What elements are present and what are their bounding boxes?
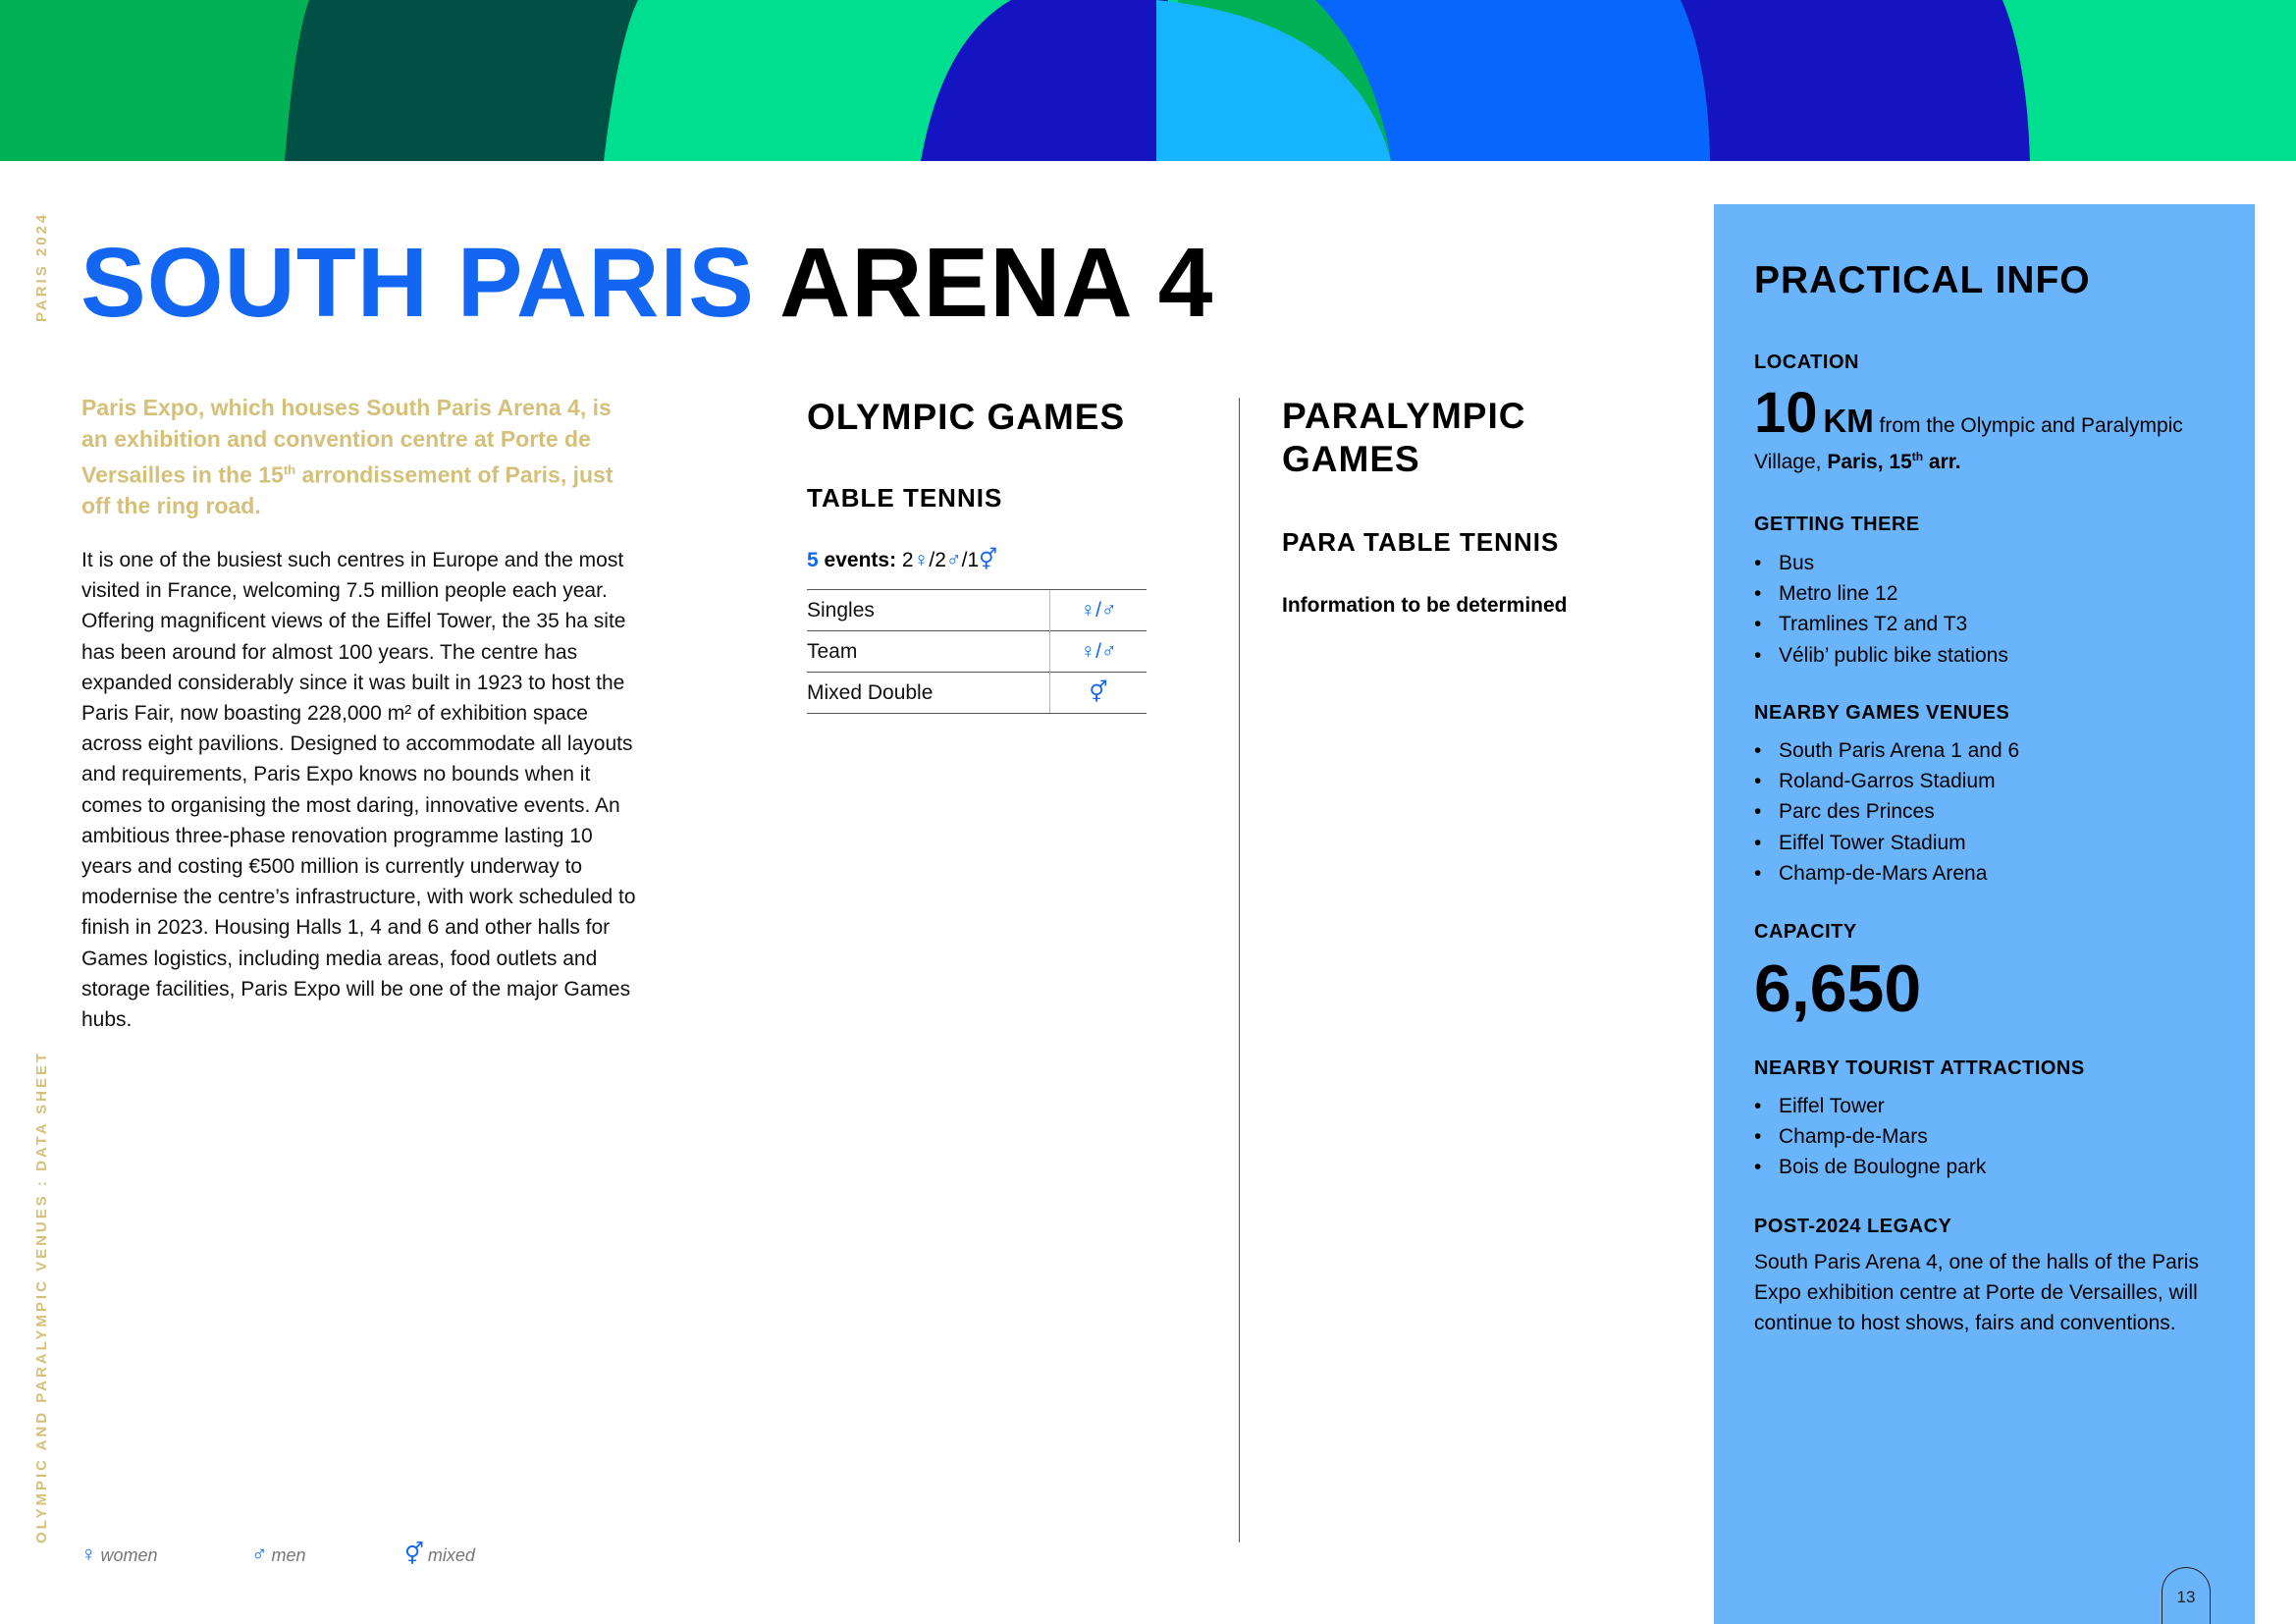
body-paragraph: It is one of the busiest such centres in Europe and the most visited in France, welcoming 7.5 million people each year. Offering magnificent views of the Eiffel Tower, the 35 ha site has been around for almost 100 years. The centre has expanded considerably since it was built in 1923 to host the Paris Fair, now boasting 228,000 m² of exhibition space across eight pavilions. Designed to accommodate all layouts and requirements, Paris Expo knows no bounds when it comes to organising the most daring, innovative events. An ambitious three-phase renovation programme lasting 10 years and costing €500 million is currently underway to modernise the centre’s infrastructure, with work scheduled to finish in 2023. Housing Halls 1, 4 and 6 and other halls for Games logistics, including media areas, food outlets and storage facilities, Paris Expo will be one of the major Games hubs. [81, 549, 636, 1032]
event-name: Team [807, 631, 1050, 673]
list-item: • Champ-de-Mars Arena [1754, 858, 2019, 889]
getting-there-list [1754, 548, 2008, 671]
paralympic-games-heading: PARALYMPIC GAMES [1282, 396, 1526, 479]
events-count: 5 [807, 549, 819, 571]
legend-mixed-label: mixed [427, 1545, 475, 1565]
list-item: • Roland-Garros Stadium [1754, 766, 2019, 796]
list-item: • Metro line 12 [1754, 578, 2008, 609]
list-item: • Eiffel Tower [1754, 1091, 1986, 1121]
header-banner [0, 0, 2296, 161]
location-heading: LOCATION [1754, 352, 1859, 373]
women-icon: ♀ [913, 549, 930, 571]
events-summary: 5 events: 2♀/2♂/1⚥ [807, 549, 998, 571]
side-text-year: PARIS 2024 [33, 211, 50, 322]
district-sup: th [1911, 450, 1924, 463]
legend-men [251, 1542, 306, 1567]
district [1827, 451, 1960, 473]
events-table [807, 589, 1147, 714]
olympic-games-heading: OLYMPIC GAMES [807, 397, 1126, 437]
paralympic-sport-heading: PARA TABLE TENNIS [1282, 527, 1560, 557]
page-number: 13 [2162, 1567, 2211, 1624]
legend-mixed [404, 1542, 475, 1567]
distance-unit: KM [1823, 403, 1874, 439]
list-item: • Tramlines T2 and T3 [1754, 609, 2008, 639]
legend-women-label: women [100, 1545, 158, 1565]
legend-men-label: men [271, 1545, 306, 1565]
legacy-text: South Paris Arena 4, one of the halls of the Paris Expo exhibition centre at Porte de Versailles, will continue to host shows, fairs and conventions. [1754, 1251, 2199, 1335]
event-gender-icon: ♀/♂ [1050, 590, 1148, 631]
list-item: • Bois de Boulogne park [1754, 1152, 1986, 1182]
list-item: • Vélib’ public bike stations [1754, 640, 2008, 671]
mixed-icon: ⚥ [404, 1542, 424, 1566]
lead-sup: th [283, 462, 296, 477]
event-name: Mixed Double [807, 673, 1050, 714]
nearby-venues-heading: NEARBY GAMES VENUES [1754, 702, 2010, 724]
event-gender-icon: ⚥ [1050, 673, 1148, 714]
list-item: • South Paris Arena 1 and 6 [1754, 735, 2019, 766]
distance-text: from the Olympic and Paralympic Village, [1754, 414, 2183, 473]
legend-women [80, 1542, 158, 1567]
tourist-attractions-list [1754, 1091, 1986, 1183]
table-row [807, 590, 1147, 631]
district-suffix: arr. [1923, 451, 1961, 473]
lead-text-2: arrondissement of Paris, just off the ring road. [81, 461, 614, 519]
women-count: 2 [901, 549, 914, 571]
page-title [80, 228, 1214, 338]
events-label: events: [824, 549, 897, 571]
title-part-1: SOUTH PARIS [80, 228, 755, 338]
title-part-2: ARENA 4 [779, 228, 1214, 338]
men-icon: ♂ [251, 1542, 268, 1566]
list-item: • Bus [1754, 548, 2008, 578]
practical-info-heading: PRACTICAL INFO [1754, 259, 2091, 301]
getting-there-heading: GETTING THERE [1754, 514, 1920, 535]
table-row [807, 631, 1147, 673]
women-icon: ♀ [80, 1542, 97, 1566]
men-count: 2 [934, 549, 946, 571]
lead-paragraph [81, 393, 641, 522]
mixed-icon: ⚥ [979, 549, 998, 571]
event-name: Singles [807, 590, 1050, 631]
list-item: • Champ-de-Mars [1754, 1121, 1986, 1152]
list-item: • Eiffel Tower Stadium [1754, 828, 2019, 858]
nearby-venues-list [1754, 735, 2019, 889]
side-text-document: OLYMPIC AND PARALYMPIC VENUES : DATA SHEET [33, 1050, 50, 1543]
capacity-value: 6,650 [1754, 951, 1922, 1026]
district-text: Paris, 15 [1827, 451, 1912, 473]
table-row [807, 673, 1147, 714]
location-value [1754, 381, 2225, 477]
distance-value: 10 [1754, 381, 1818, 445]
list-item: • Parc des Princes [1754, 796, 2019, 827]
men-icon: ♂ [945, 549, 962, 571]
olympic-sport-heading: TABLE TENNIS [807, 483, 1003, 513]
lead-text-1: Paris Expo, which houses South Paris Arena 4, is an exhibition and convention centre at Porte de Versailles in the 15 [81, 395, 612, 488]
capacity-heading: CAPACITY [1754, 921, 1857, 943]
column-divider [1239, 398, 1240, 1543]
legacy-heading: POST-2024 LEGACY [1754, 1216, 1952, 1237]
mixed-count: 1 [967, 549, 980, 571]
paralympic-info: Information to be determined [1282, 594, 1568, 617]
event-gender-icon: ♀/♂ [1050, 631, 1148, 673]
tourist-attractions-heading: NEARBY TOURIST ATTRACTIONS [1754, 1057, 2085, 1079]
practical-info-panel [1714, 204, 2255, 1624]
